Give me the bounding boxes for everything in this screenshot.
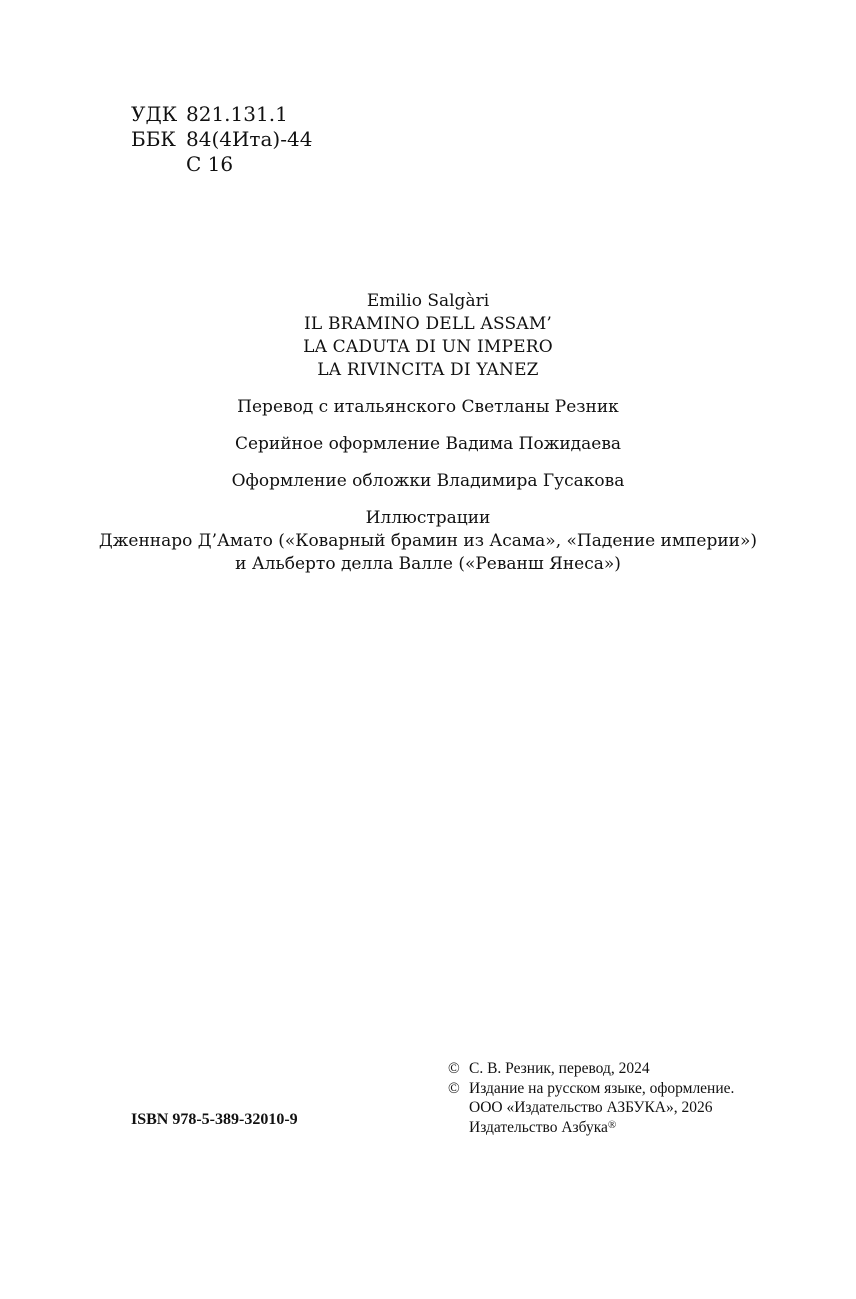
original-author: Emilio Salgàri <box>366 291 490 311</box>
cover-design-block <box>0 470 856 493</box>
bbk-value: 84(4Ита)-44 <box>186 127 313 151</box>
author-mark-row <box>131 152 312 177</box>
author-mark-label <box>131 152 186 177</box>
udk-row <box>131 102 312 127</box>
copyright-edition: Издание на русском языке, оформление. <box>469 1079 735 1097</box>
original-title: LA RIVINCITA DI YANEZ <box>317 360 539 380</box>
copyright-translator: С. В. Резник, перевод, 2024 <box>469 1060 650 1077</box>
illustrations-credit <box>0 507 856 576</box>
bbk-label: ББК <box>131 127 176 151</box>
registered-mark: ® <box>607 1118 617 1131</box>
copyright-imprint: Издательство Азбука <box>469 1118 608 1136</box>
copyright-imprint-row <box>448 1118 734 1138</box>
cover-design-credit: Оформление обложки Владимира Гусакова <box>231 471 625 491</box>
classification-codes <box>131 102 312 177</box>
copyright-symbol: © <box>448 1079 460 1097</box>
illustrator-line: Дженнаро Д’Амато («Коварный брамин из Асама», «Падение империи») <box>98 531 758 551</box>
copyright-block <box>448 1059 734 1137</box>
illustrations-heading: Иллюстрации <box>365 508 491 528</box>
illustrator-line: и Альберто делла Валле («Реванш Янеса») <box>235 554 621 574</box>
copyright-symbol: © <box>448 1060 460 1077</box>
copyright-edition-row <box>448 1079 734 1099</box>
original-title: LA CADUTA DI UN IMPERO <box>303 337 553 357</box>
isbn: ISBN 978-5-389-32010-9 <box>131 1111 298 1128</box>
series-design-block <box>0 433 856 456</box>
original-edition <box>0 290 856 382</box>
copyright-translator-row <box>448 1059 734 1079</box>
series-design-credit: Серийное оформление Вадима Пожидаева <box>234 434 622 454</box>
translation-credit: Перевод с итальянского Светланы Резник <box>237 397 619 417</box>
translation-credit-block <box>0 396 856 419</box>
original-title: IL BRAMINO DELL ASSAM’ <box>303 314 553 334</box>
udk-value: 821.131.1 <box>186 102 288 126</box>
bbk-row <box>131 127 312 152</box>
author-mark-value: С 16 <box>186 152 234 176</box>
udk-label: УДК <box>131 102 178 126</box>
copyright-publisher: ООО «Издательство АЗБУКА», 2026 <box>469 1099 713 1116</box>
credits-block <box>0 290 856 576</box>
